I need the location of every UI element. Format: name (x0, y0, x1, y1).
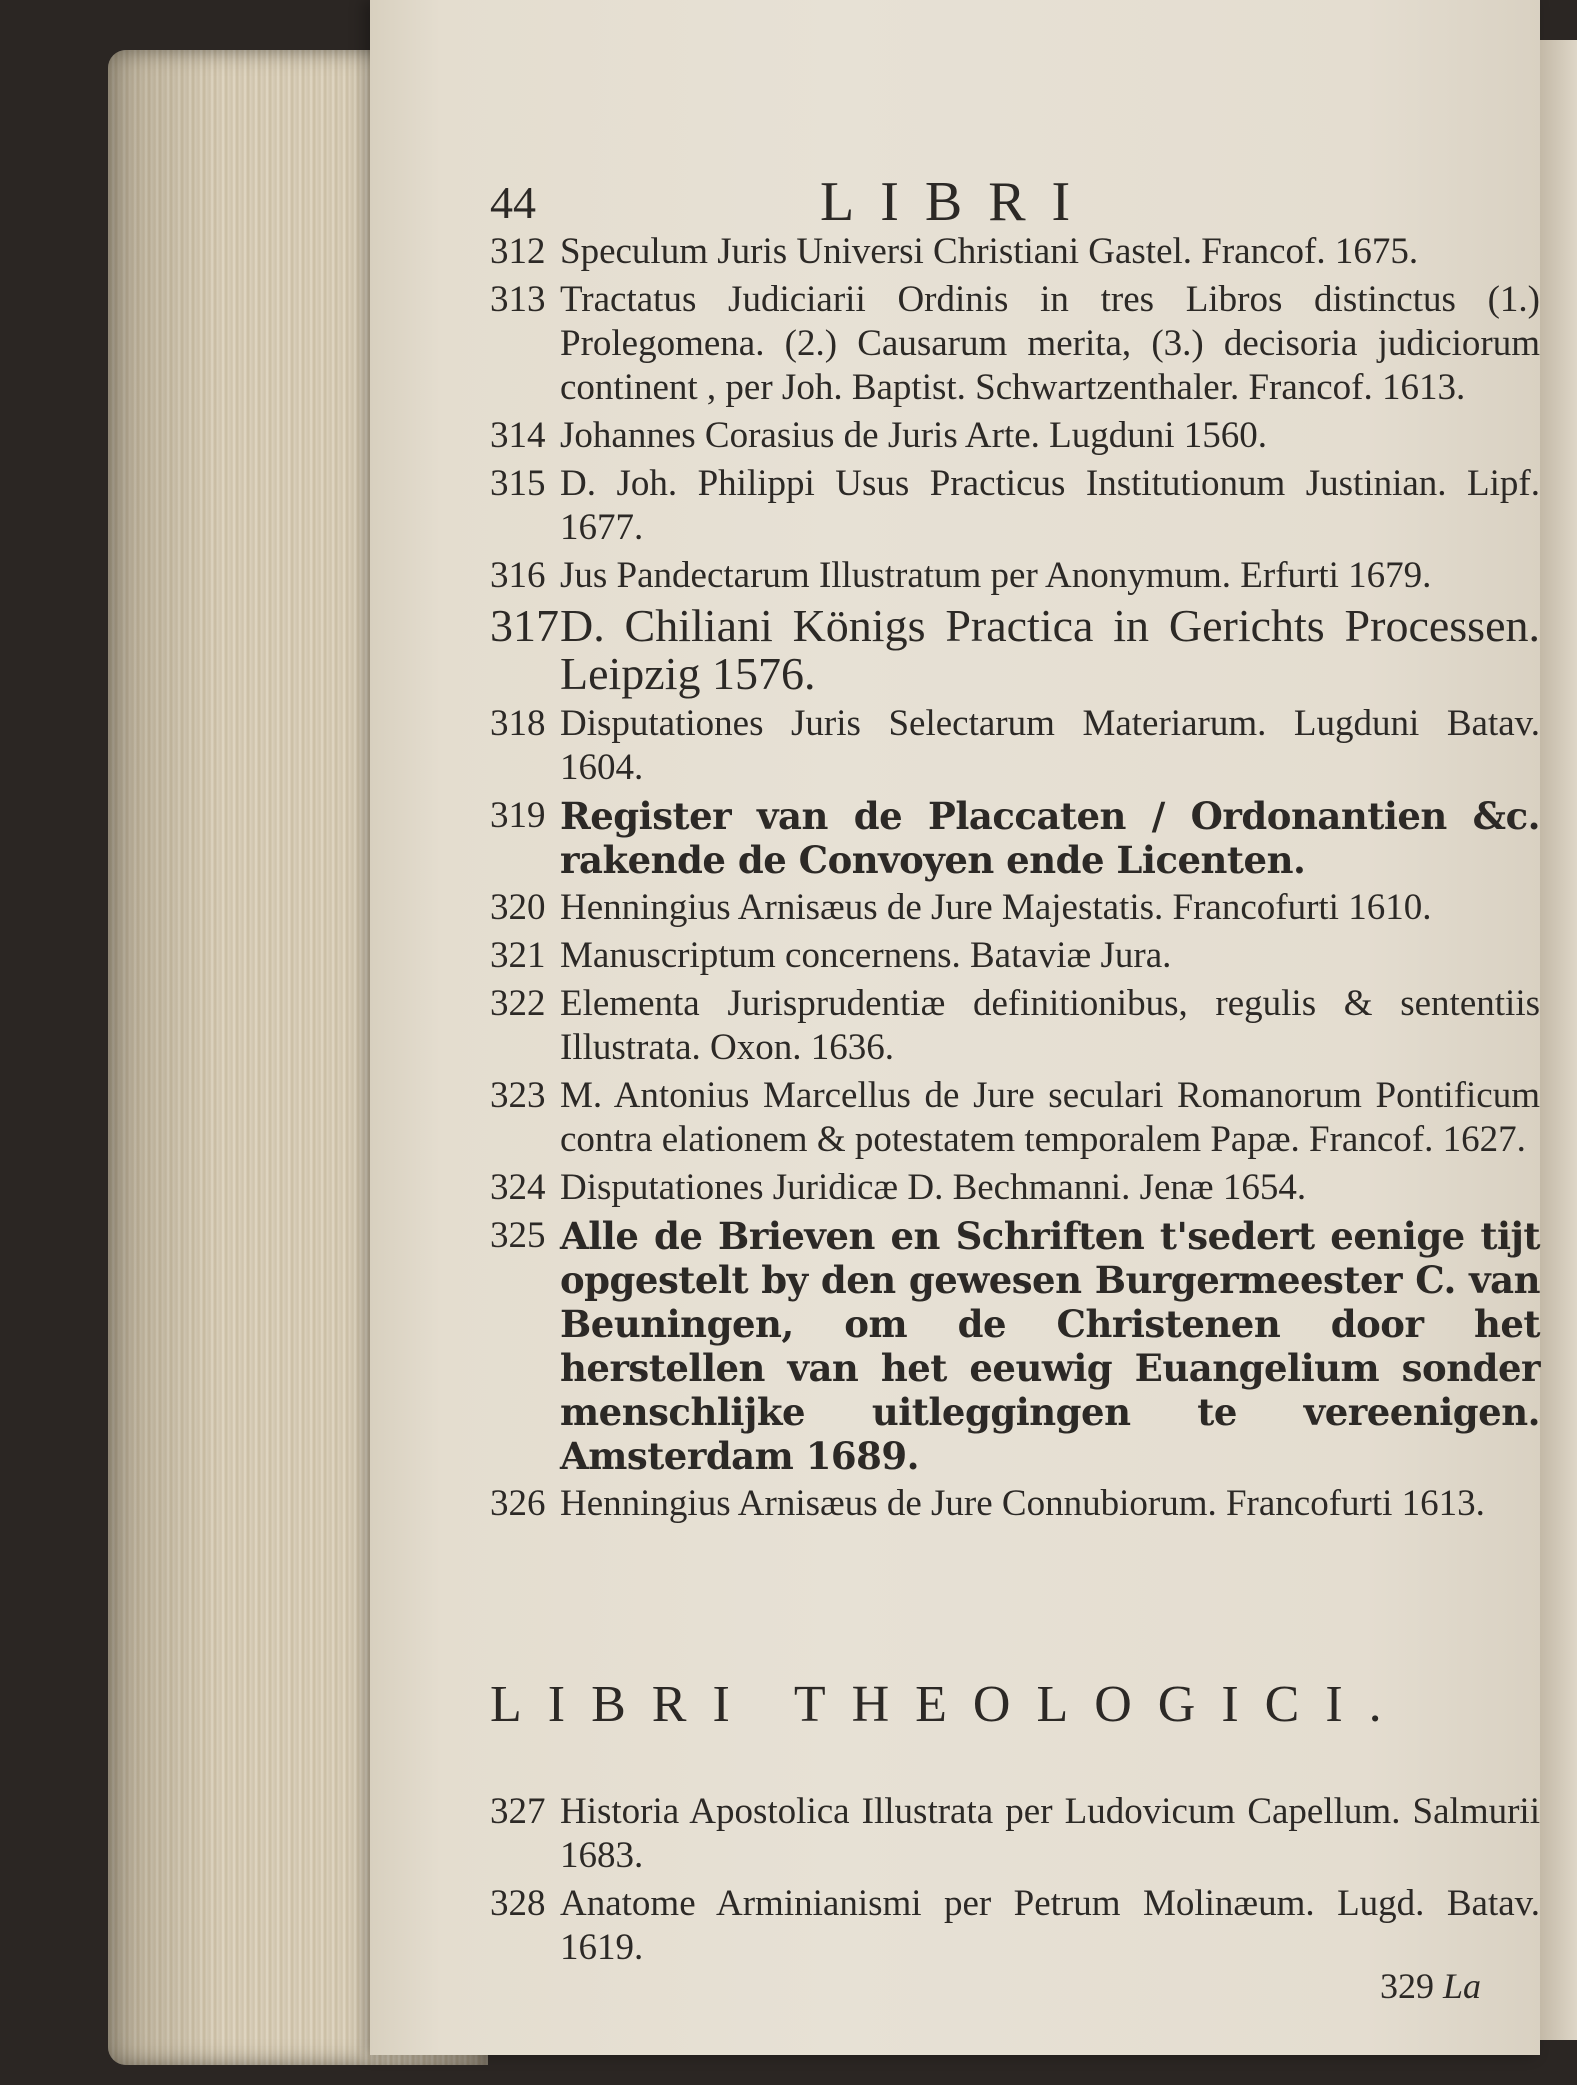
catalog-entry (490, 602, 1540, 698)
entry-text: D. Joh. Philippi Usus Practicus Institutionum Justinian. Lipf. 1677. (560, 463, 1540, 548)
entry-text: Disputationes Juris Selectarum Materiarum. Lugduni Batav. 1604. (560, 703, 1540, 788)
entry-number: 313 (490, 279, 546, 320)
catalog-entries-theology (490, 1790, 1540, 1974)
entry-number: 320 (490, 887, 546, 928)
entry-text: Elementa Jurisprudentiæ definitionibus, regulis & sententiis Illustrata. Oxon. 1636. (560, 983, 1540, 1068)
catalog-entry (490, 230, 1540, 274)
catchword (1380, 1965, 1481, 2007)
entry-number: 326 (490, 1483, 546, 1524)
entry-text: Johannes Corasius de Juris Arte. Lugduni 1560. (560, 415, 1268, 456)
catalog-entry (490, 1074, 1540, 1162)
entry-number: 316 (490, 555, 546, 596)
entry-text: Register van de Placcaten / Ordonantien &c. rakende de Convoyen ende Licenten. (560, 794, 1540, 882)
catalog-entry (490, 982, 1540, 1070)
entry-number: 318 (490, 703, 546, 744)
catalog-entry (490, 1214, 1540, 1478)
catalog-entry (490, 1790, 1540, 1878)
catalog-entry (490, 1166, 1540, 1210)
catalog-entry (490, 462, 1540, 550)
entry-number: 312 (490, 231, 546, 272)
entry-text: M. Antonius Marcellus de Jure seculari Romanorum Pontificum contra elationem & potestatem temporalem Papæ. Francof. 1627. (560, 1075, 1540, 1160)
entry-number: 315 (490, 463, 546, 504)
entry-number: 322 (490, 983, 546, 1024)
catalog-entry (490, 414, 1540, 458)
catalog-entry (490, 1882, 1540, 1970)
catchword-word: La (1443, 1966, 1482, 2006)
catalog-entry (490, 934, 1540, 978)
entry-number: 319 (490, 795, 546, 836)
entry-text: D. Chiliani Königs Practica in Gerichts Processen. Leipzig 1576. (560, 600, 1540, 699)
catalog-entry (490, 278, 1540, 410)
entry-text: Manuscriptum concernens. Bataviæ Jura. (560, 935, 1172, 976)
catalog-entry (490, 1482, 1540, 1526)
entry-number: 328 (490, 1883, 546, 1924)
entry-number: 325 (490, 1215, 546, 1256)
entry-number: 323 (490, 1075, 546, 1116)
entry-number: 314 (490, 415, 546, 456)
entry-text: Tractatus Judiciarii Ordinis in tres Libros distinctus (1.) Prolegomena. (2.) Causarum merita, (3.) decisoria judiciorum continent , per Joh. Baptist. Schwartzenthaler. Francof. 1613. (560, 279, 1540, 408)
entry-text: Jus Pandectarum Illustratum per Anonymum. Erfurti 1679. (560, 555, 1432, 596)
catalog-entry (490, 886, 1540, 930)
catalog-entry (490, 702, 1540, 790)
entry-text: Disputationes Juridicæ D. Bechmanni. Jenæ 1654. (560, 1167, 1307, 1208)
entry-number: 317 (490, 600, 559, 651)
entry-text: Anatome Arminianismi per Petrum Molinæum. Lugd. Batav. 1619. (560, 1883, 1540, 1968)
entry-text: Alle de Brieven en Schriften t'sedert eenige tijt opgestelt by den gewesen Burgermeester C. van Beuningen, om de Christenen door het herstellen van het eeuwig Euangelium sonder menschlijke uitleggingen te vereenigen. Amsterdam 1689. (560, 1214, 1540, 1478)
page-number: 44 (490, 177, 536, 228)
catalog-entry (490, 794, 1540, 882)
entry-text: Speculum Juris Universi Christiani Gastel. Francof. 1675. (560, 231, 1419, 272)
entry-number: 321 (490, 935, 546, 976)
catchword-number: 329 (1380, 1966, 1434, 2006)
catalog-entries (490, 230, 1540, 1530)
running-head: LIBRI (820, 171, 1097, 233)
section-title: LIBRI THEOLOGICI. (490, 1676, 1408, 1733)
entry-text: Historia Apostolica Illustrata per Ludovicum Capellum. Salmurii 1683. (560, 1791, 1540, 1876)
entry-number: 327 (490, 1791, 546, 1832)
catalog-entry (490, 554, 1540, 598)
entry-number: 324 (490, 1167, 546, 1208)
entry-text: Henningius Arnisæus de Jure Connubiorum. Francofurti 1613. (560, 1483, 1485, 1524)
facing-page-edge (1540, 40, 1577, 2040)
entry-text: Henningius Arnisæus de Jure Majestatis. Francofurti 1610. (560, 887, 1432, 928)
